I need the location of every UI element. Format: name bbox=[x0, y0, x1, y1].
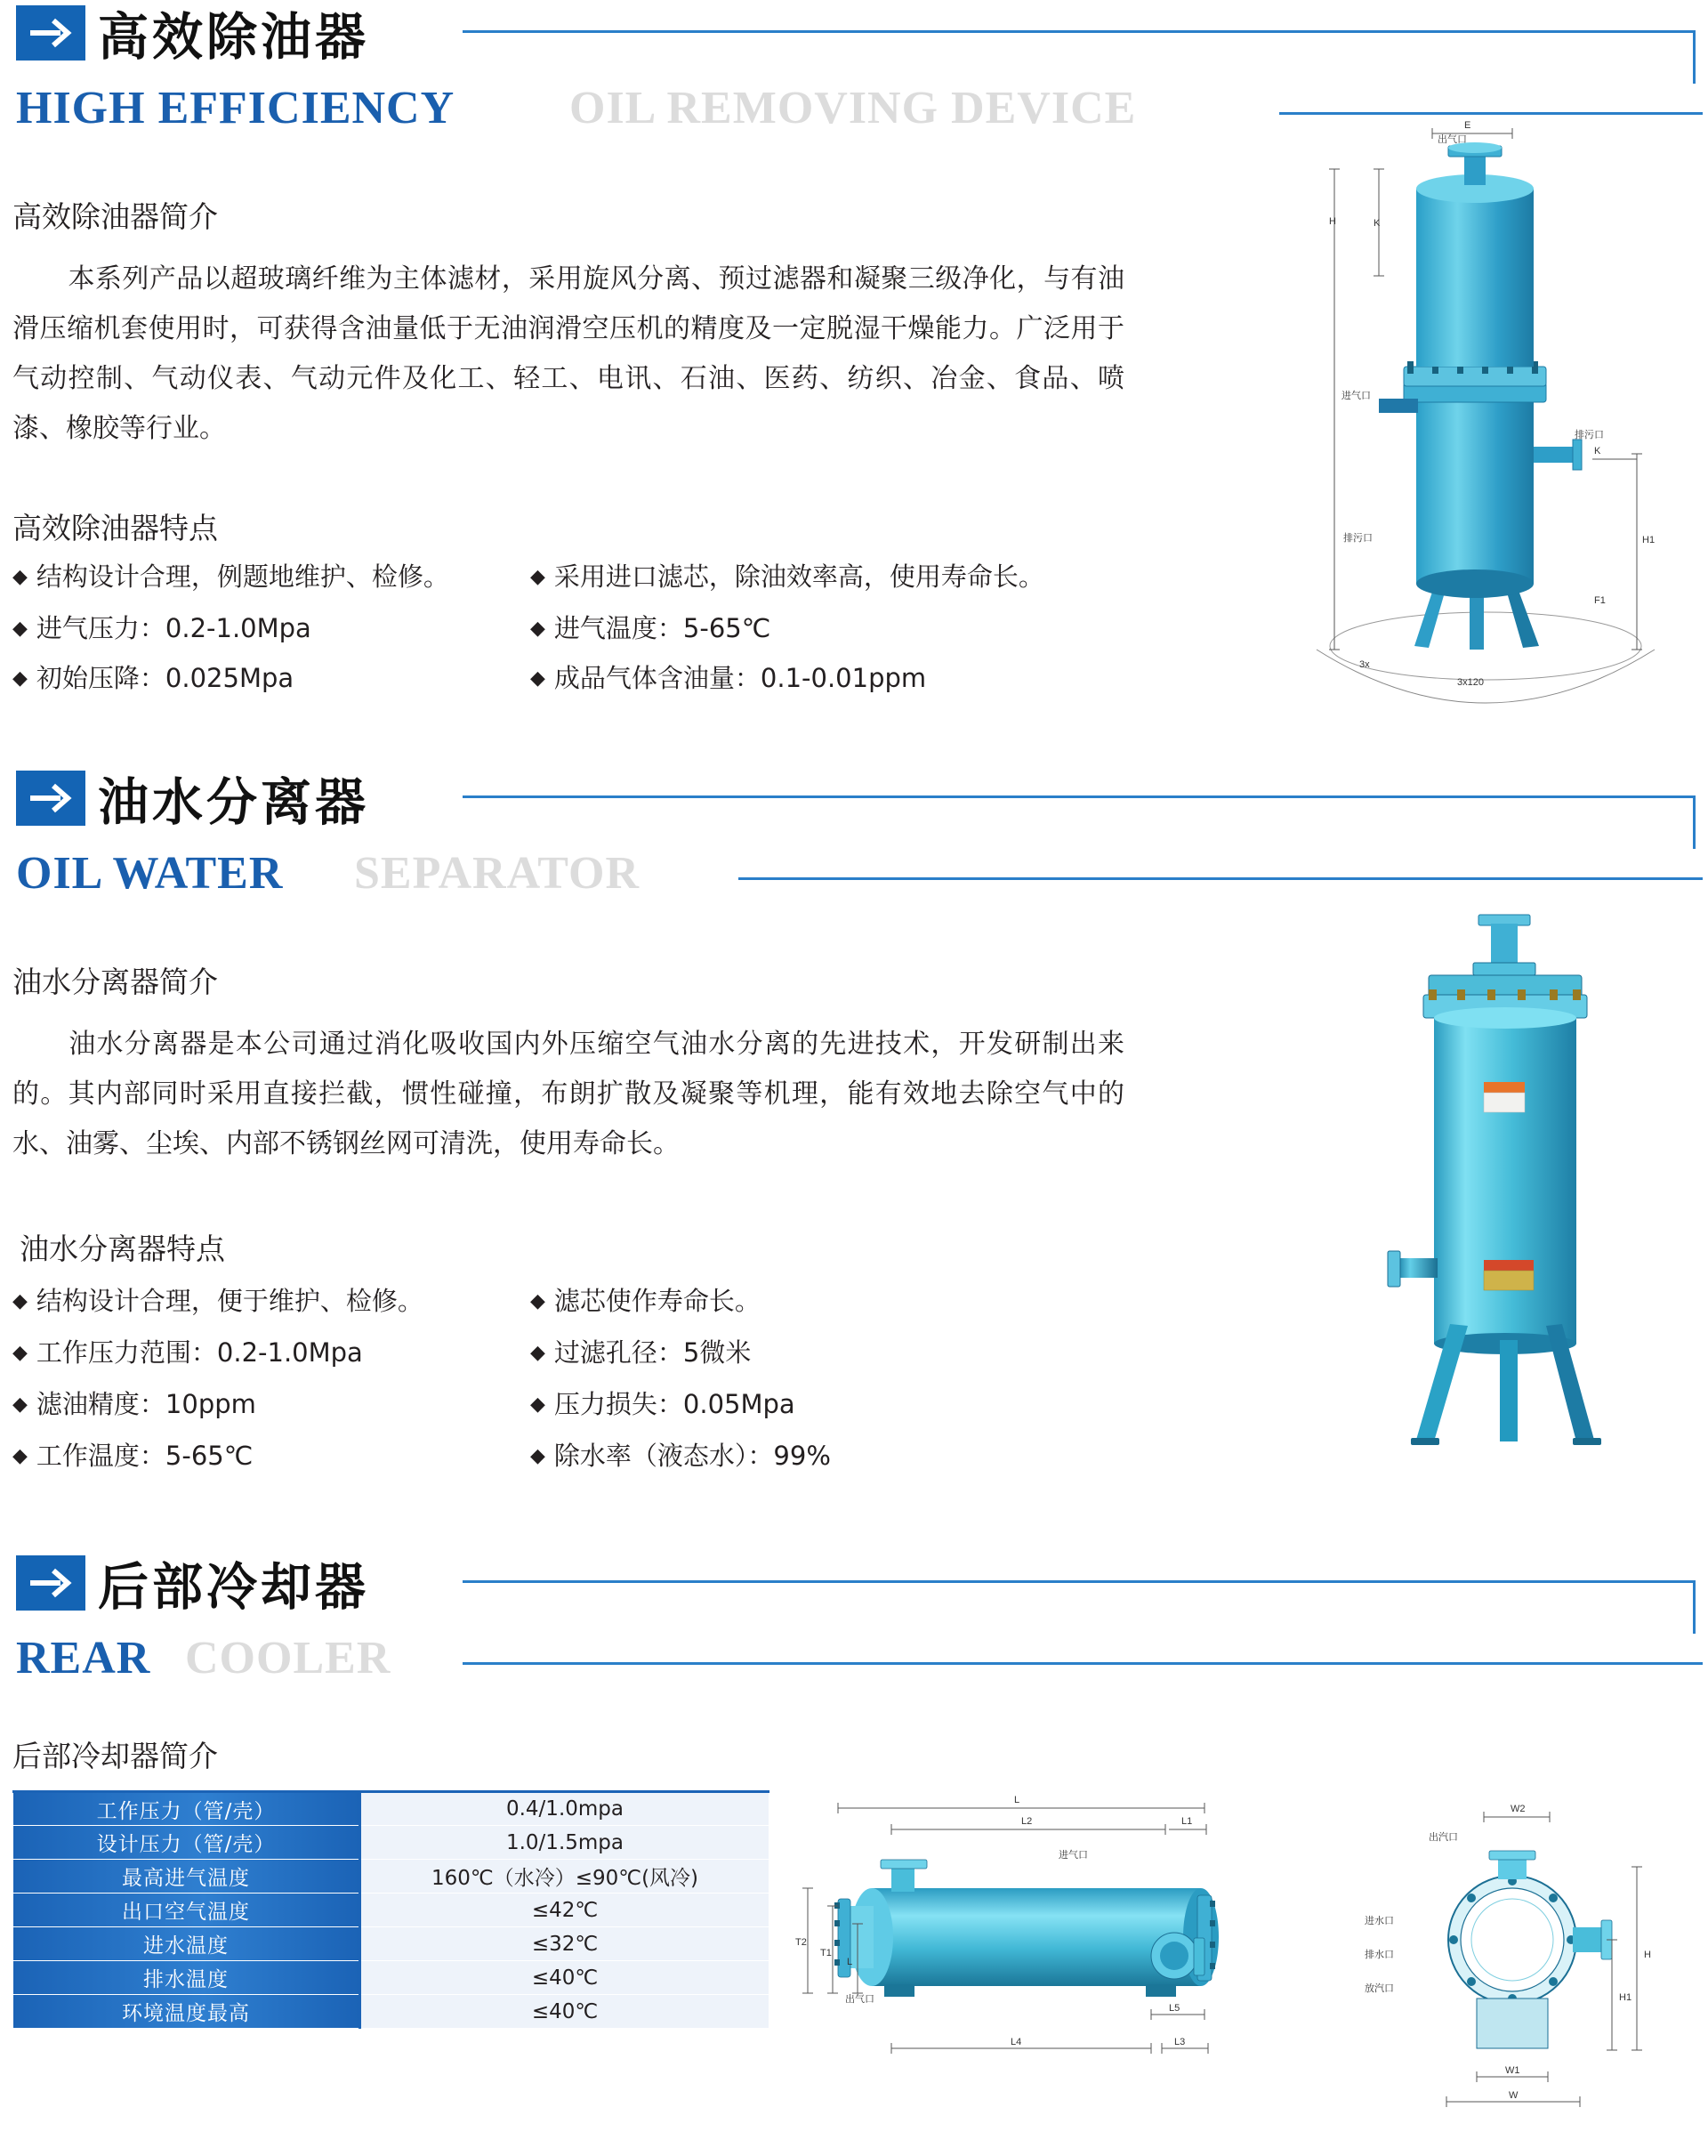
section-2-intro-heading: 油水分离器简介 bbox=[12, 965, 218, 999]
section-1-title-en-strong: HIGH EFFICIENCY bbox=[16, 83, 455, 133]
svg-text:排水口: 排水口 bbox=[1365, 1950, 1394, 1960]
svg-text:出气口: 出气口 bbox=[845, 1994, 874, 2005]
section-3-title-cn: 后部冷却器 bbox=[98, 1558, 369, 1617]
table-row bbox=[13, 1961, 769, 1995]
spec-key: 工作压力（管/壳） bbox=[13, 1792, 360, 1826]
section-3-heading-en-row bbox=[0, 1632, 1708, 1698]
svg-text:T2: T2 bbox=[795, 1937, 807, 1948]
section-3-rule bbox=[463, 1580, 1696, 1583]
svg-text:进气口: 进气口 bbox=[1059, 1850, 1088, 1861]
section-1-title-cn: 高效除油器 bbox=[98, 8, 369, 67]
table-row bbox=[13, 1860, 769, 1894]
section-2-heading-row bbox=[0, 765, 1708, 835]
spec-value: 0.4/1.0mpa bbox=[360, 1792, 769, 1826]
table-row bbox=[13, 1792, 769, 1826]
spec-value: 1.0/1.5mpa bbox=[360, 1826, 769, 1860]
spec-key: 设计压力（管/壳） bbox=[13, 1826, 360, 1860]
diamond-bullet-icon: ◆ bbox=[12, 618, 28, 640]
svg-text:放汽口: 放汽口 bbox=[1365, 1983, 1394, 1994]
svg-text:排污口: 排污口 bbox=[1575, 430, 1604, 440]
section-1-intro-heading: 高效除油器简介 bbox=[12, 199, 218, 234]
feature-item: ◆ 进气压力：0.2-1.0Mpa bbox=[12, 613, 311, 643]
feature-item: ◆ 工作温度：5-65℃ bbox=[12, 1441, 254, 1471]
section-2-rule-corner bbox=[1693, 795, 1696, 849]
section-1-rule bbox=[463, 30, 1696, 33]
svg-text:L1: L1 bbox=[1181, 1816, 1193, 1827]
svg-text:出气口: 出气口 bbox=[1438, 134, 1467, 145]
table-row bbox=[13, 1995, 769, 2029]
svg-text:W2: W2 bbox=[1511, 1804, 1526, 1814]
feature-item: ◆ 进气温度：5-65℃ bbox=[530, 613, 771, 643]
feature-item: ◆ 过滤孔径：5微米 bbox=[530, 1337, 752, 1368]
feature-item: ◆ 压力损失：0.05Mpa bbox=[530, 1389, 795, 1419]
oil-water-separator-photo bbox=[1317, 908, 1690, 1459]
section-1-intro-text: 本系列产品以超玻璃纤维为主体滤材，采用旋风分离、预过滤器和凝聚三级净化，与有油滑压缩机套使用时，可获得含油量低于无油润滑空压机的精度及一定脱湿干燥能力。广泛用于气动控制、气动仪表、气动元件及化工、轻工、电讯、石油、医药、纺织、冶金、食品、喷漆、橡胶等行业。 bbox=[12, 263, 1124, 444]
oil-removing-device-drawing bbox=[1281, 116, 1690, 792]
feature-item: ◆ 初始压降：0.025Mpa bbox=[12, 663, 294, 693]
svg-text:L5: L5 bbox=[1169, 2003, 1180, 2014]
arrow-right-icon bbox=[16, 771, 85, 826]
svg-text:L2: L2 bbox=[1021, 1816, 1033, 1827]
svg-text:W: W bbox=[1509, 2090, 1519, 2101]
diamond-bullet-icon: ◆ bbox=[12, 1290, 28, 1312]
section-2-rule bbox=[463, 795, 1696, 798]
spec-value: ≤42℃ bbox=[360, 1894, 769, 1927]
section-2-title-en-light: SEPARATOR bbox=[354, 848, 640, 899]
svg-text:H1: H1 bbox=[1619, 1992, 1632, 2003]
section-2-intro-text: 油水分离器是本公司通过消化吸收国内外压缩空气油水分离的先进技术，开发研制出来的。其内部同时采用直接拦截，惯性碰撞，布朗扩散及凝聚等机理，能有效地去除空气中的水、油雾、尘埃、内部不锈钢丝网可清洗，使用寿命长。 bbox=[12, 1029, 1124, 1159]
feature-item: ◆ 采用进口滤芯，除油效率高，使用寿命长。 bbox=[530, 561, 1044, 592]
svg-text:K: K bbox=[1374, 218, 1381, 229]
section-oil-removing-device bbox=[0, 0, 1708, 693]
diamond-bullet-icon: ◆ bbox=[530, 566, 545, 588]
section-3-intro-heading: 后部冷却器简介 bbox=[12, 1739, 218, 1773]
spec-value: 160℃（水冷）≤90℃(风冷) bbox=[360, 1860, 769, 1894]
diamond-bullet-icon: ◆ bbox=[12, 566, 28, 588]
svg-text:排污口: 排污口 bbox=[1343, 533, 1373, 544]
spec-value: ≤40℃ bbox=[360, 1961, 769, 1995]
svg-text:进气口: 进气口 bbox=[1341, 391, 1371, 401]
section-1-rule-corner bbox=[1693, 30, 1696, 84]
feature-item: ◆ 除水率（液态水）：99% bbox=[530, 1441, 831, 1471]
section-oil-water-separator bbox=[0, 765, 1708, 1471]
section-3-title-en-strong: REAR bbox=[16, 1633, 151, 1684]
section-2-title-cn: 油水分离器 bbox=[98, 773, 369, 832]
feature-item: ◆ 滤油精度：10ppm bbox=[12, 1389, 256, 1419]
svg-text:H: H bbox=[1329, 216, 1336, 227]
spec-key: 进水温度 bbox=[13, 1927, 360, 1961]
diamond-bullet-icon: ◆ bbox=[530, 618, 545, 640]
svg-text:L: L bbox=[847, 1957, 853, 1967]
svg-text:3x120: 3x120 bbox=[1457, 677, 1484, 688]
diamond-bullet-icon: ◆ bbox=[12, 1342, 28, 1364]
label-E: E bbox=[1464, 120, 1471, 131]
arrow-right-icon bbox=[16, 5, 85, 61]
spec-value: ≤40℃ bbox=[360, 1995, 769, 2029]
diamond-bullet-icon: ◆ bbox=[530, 1445, 545, 1467]
spec-key: 出口空气温度 bbox=[13, 1894, 360, 1927]
feature-item: ◆ 结构设计合理，便于维护、检修。 bbox=[12, 1286, 423, 1316]
svg-text:L: L bbox=[1014, 1795, 1020, 1805]
spec-key: 环境温度最高 bbox=[13, 1995, 360, 2029]
section-3-en-rule bbox=[463, 1662, 1703, 1665]
section-2-title-en-strong: OIL WATER bbox=[16, 848, 284, 899]
svg-text:F1: F1 bbox=[1594, 595, 1606, 606]
spec-key: 最高进气温度 bbox=[13, 1860, 360, 1894]
rear-cooler-drawing bbox=[792, 1781, 1699, 2146]
section-2-features-heading: 油水分离器特点 bbox=[20, 1231, 225, 1266]
feature-item: ◆ 工作压力范围：0.2-1.0Mpa bbox=[12, 1337, 363, 1368]
section-3-rule-corner bbox=[1693, 1580, 1696, 1634]
diamond-bullet-icon: ◆ bbox=[530, 1342, 545, 1364]
section-2-en-rule bbox=[738, 877, 1703, 880]
diamond-bullet-icon: ◆ bbox=[530, 1393, 545, 1416]
svg-text:H: H bbox=[1644, 1950, 1651, 1960]
svg-text:进水口: 进水口 bbox=[1365, 1916, 1394, 1926]
feature-item: ◆ 成品气体含油量：0.1-0.01ppm bbox=[530, 663, 927, 693]
table-row bbox=[13, 1826, 769, 1860]
diamond-bullet-icon: ◆ bbox=[530, 1290, 545, 1312]
section-1-features-heading: 高效除油器特点 bbox=[12, 511, 218, 545]
svg-text:K: K bbox=[1594, 446, 1601, 456]
diamond-bullet-icon: ◆ bbox=[12, 667, 28, 690]
svg-text:L4: L4 bbox=[1011, 2037, 1022, 2047]
svg-text:H1: H1 bbox=[1642, 535, 1656, 545]
table-row bbox=[13, 1894, 769, 1927]
spec-value: ≤32℃ bbox=[360, 1927, 769, 1961]
table-row bbox=[13, 1927, 769, 1961]
rear-cooler-spec-table bbox=[12, 1790, 769, 2029]
diamond-bullet-icon: ◆ bbox=[12, 1445, 28, 1467]
feature-item: ◆ 滤芯使作寿命长。 bbox=[530, 1286, 761, 1316]
section-3-title-en-light: COOLER bbox=[185, 1633, 391, 1684]
svg-text:3x: 3x bbox=[1359, 659, 1370, 670]
diamond-bullet-icon: ◆ bbox=[12, 1393, 28, 1416]
svg-text:出汽口: 出汽口 bbox=[1429, 1832, 1458, 1843]
diamond-bullet-icon: ◆ bbox=[530, 667, 545, 690]
svg-text:W1: W1 bbox=[1505, 2065, 1520, 2076]
svg-text:L3: L3 bbox=[1174, 2037, 1186, 2047]
section-3-heading-row bbox=[0, 1550, 1708, 1619]
arrow-right-icon bbox=[16, 1555, 85, 1611]
section-1-title-en-light: OIL REMOVING DEVICE bbox=[569, 83, 1137, 133]
section-2-heading-en-row bbox=[0, 847, 1708, 913]
section-rear-cooler bbox=[0, 1550, 1708, 2101]
svg-text:T1: T1 bbox=[820, 1948, 832, 1958]
section-1-heading-row bbox=[0, 0, 1708, 69]
feature-item: ◆ 结构设计合理，例题地维护、检修。 bbox=[12, 561, 449, 592]
spec-key: 排水温度 bbox=[13, 1961, 360, 1995]
section-1-en-rule bbox=[1279, 112, 1703, 115]
